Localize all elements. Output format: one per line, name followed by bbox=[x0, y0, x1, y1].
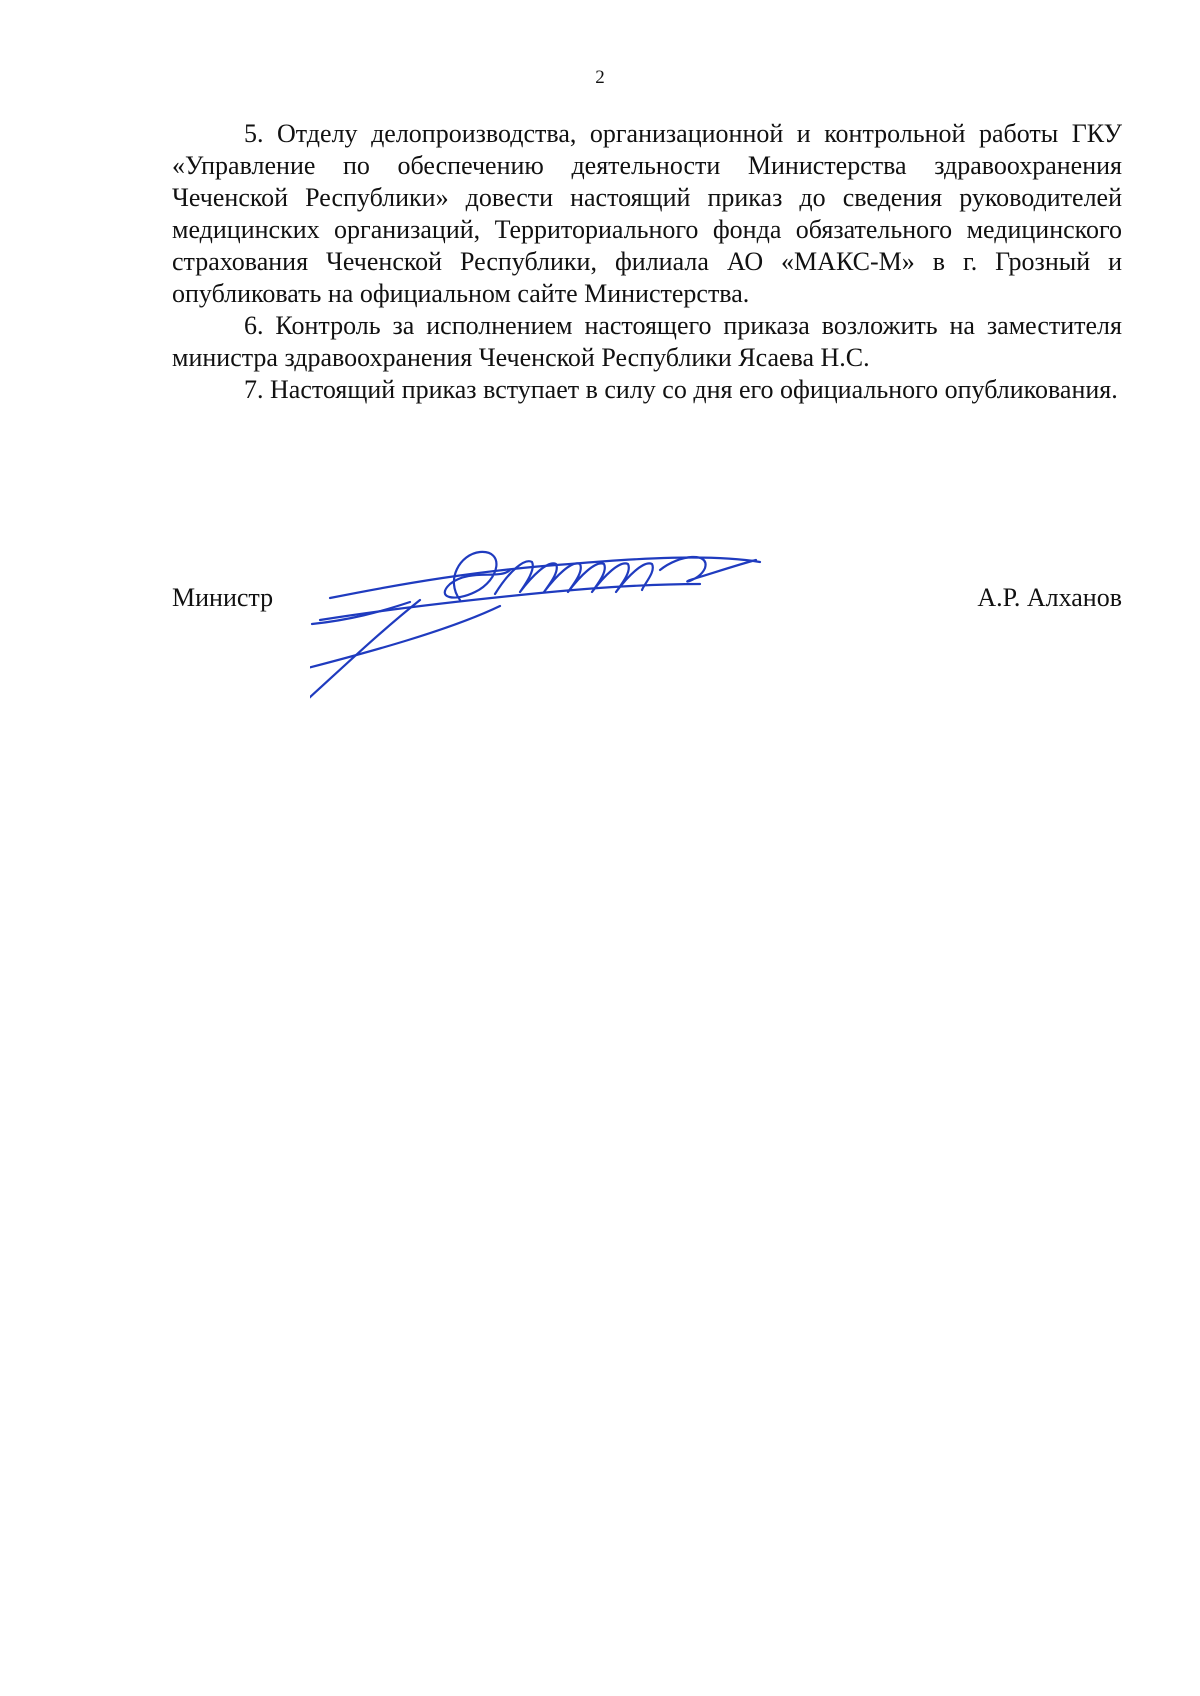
signature-stroke bbox=[310, 600, 420, 715]
signatory-name: А.Р. Алханов bbox=[977, 583, 1122, 612]
signatory-title: Министр bbox=[172, 583, 274, 612]
signature-stroke bbox=[445, 552, 510, 600]
signature-stroke bbox=[320, 584, 700, 620]
signature-stroke bbox=[312, 602, 410, 624]
signature-stroke bbox=[495, 561, 653, 594]
signature-stroke bbox=[660, 557, 756, 582]
paragraph-5: 5. Отделу делопроизводства, организационной и контрольной работы ГКУ «Управление по обеспечению деятельности Министерства здравоохранения Чеченской Республики» довести настоящий приказ до сведения руководителей медицинских организаций, Территориального фонда обязательного медицинского страхования Чеченской Республики, филиала АО «МАКС-М» в г. Грозный и опубликовать на официальном сайте Министерства. bbox=[172, 119, 1122, 308]
signature-stroke bbox=[310, 606, 500, 670]
paragraph-7: 7. Настоящий приказ вступает в силу со дня его официального опубликования. bbox=[244, 375, 1118, 404]
signature-stroke bbox=[330, 558, 760, 598]
order-body bbox=[172, 118, 1122, 406]
paragraph-6: 6. Контроль за исполнением настоящего приказа возложить на заместителя министра здравоохранения Чеченской Республики Ясаева Н.С. bbox=[172, 311, 1122, 372]
page-number: 2 bbox=[595, 67, 605, 88]
handwritten-signature bbox=[310, 540, 830, 740]
